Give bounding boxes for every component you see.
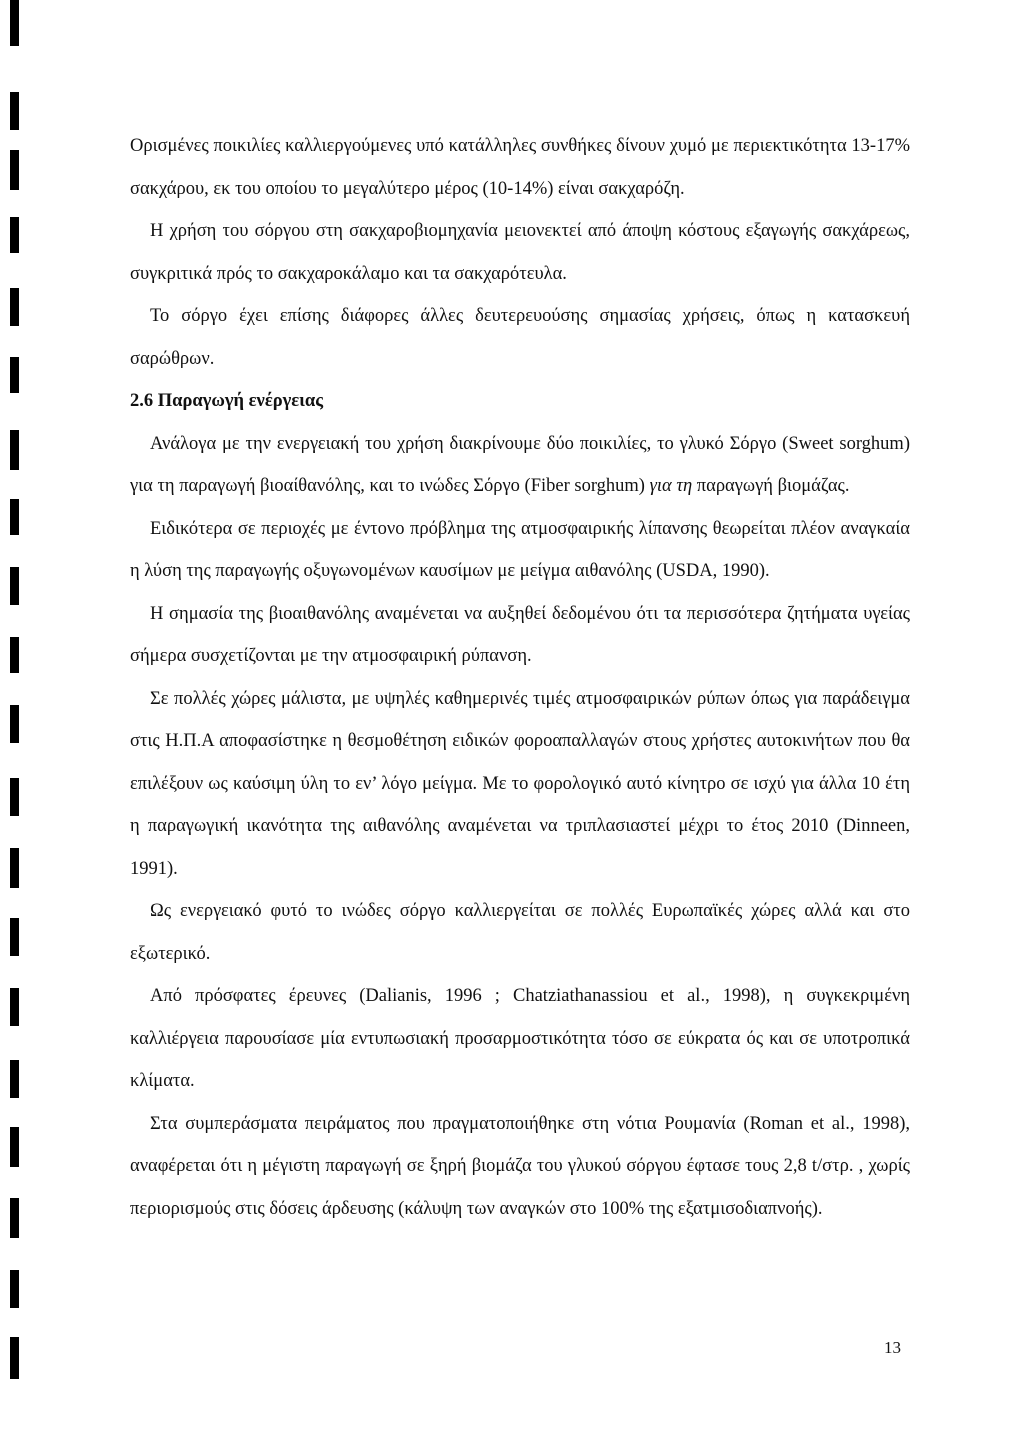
page-body [130,125,910,1230]
binding-mark [10,217,19,253]
binding-mark [10,357,19,393]
energy-text-emphasis: για τη [649,476,693,496]
binding-mark [10,288,19,326]
binding-mark [10,705,19,743]
paragraph-juice-sugar: Ορισμένες ποικιλίες καλλιεργούμενες υπό κατάλληλες συνθήκες δίνουν χυμό με περιεκτικότητα 13-17% σακχάρου, εκ του οποίου το μεγαλύτερο μέρος (10-14%) είναι σακχαρόζη. [130,136,910,199]
paragraph-recent-research: Από πρόσφατες έρευνες (Dalianis, 1996 ; Chatziathanassiou et al., 1998), η συγκεκριμένη καλλιέργεια παρουσίασε μία εντυπωσιακή προσαρμοστικότητα τόσο σε εύκρατα ός και σε υποτροπικά κλίματα. [130,986,910,1091]
binding-mark [10,848,19,888]
binding-mark [10,1337,19,1379]
energy-text-part1: Ανάλογα με την ενεργειακή του χρήση διακρίνουμε δύο ποικιλίες, το γλυκό Σόργο (Sweet sorghum) για τη παραγωγή βιοαίθανόλης, και το ινώδες Σόργο (Fiber sorghum) [130,433,910,496]
paragraph-other-uses: Το σόργο έχει επίσης διάφορες άλλες δευτερευούσης σημασίας χρήσεις, όπως η κατασκευή σαρώθρων. [130,306,910,369]
binding-mark [10,1198,19,1238]
binding-mark [10,430,19,470]
binding-mark [10,637,19,673]
binding-mark [10,499,19,535]
binding-mark [10,567,19,605]
binding-mark [10,778,19,816]
paragraph-sugar-industry: Η χρήση του σόργου στη σακχαροβιομηχανία μειονεκτεί από άποψη κόστους εξαγωγής σακχάρεως, συγκριτικά πρός το σακχαροκάλαμο και τα σακχαρότευλα. [130,221,910,284]
binding-mark [10,1127,19,1167]
binding-margin-marks [0,0,30,1447]
binding-mark [10,1060,19,1098]
binding-mark [10,0,19,46]
paragraph-energy-varieties [130,423,910,508]
section-heading: 2.6 Παραγωγή ενέργειας [130,391,324,411]
binding-mark [10,988,19,1026]
paragraph-fiber-sorghum: Ως ενεργειακό φυτό το ινώδες σόργο καλλιεργείται σε πολλές Ευρωπαϊκές χώρες αλλά και στο εξωτερικό. [130,901,910,964]
paragraph-air-pollution: Ειδικότερα σε περιοχές με έντονο πρόβλημα της ατμοσφαιρικής λίπανσης θεωρείται πλέον αναγκαία η λύση της παραγωγής οξυγωνομένων καυσίμων με μείγμα αιθανόλης (USDA, 1990). [130,518,910,581]
energy-text-part2: παραγωγή βιομάζας. [692,476,850,496]
binding-mark [10,1270,19,1308]
paragraph-bioethanol-importance: Η σημασία της βιοαιθανόλης αναμένεται να αυξηθεί δεδομένου ότι τα περισσότερα ζητήματα υγείας σήμερα συσχετίζονται με την ατμοσφαιρική ρύπανση. [130,603,910,666]
binding-mark [10,918,19,956]
binding-mark [10,150,19,190]
binding-mark [10,92,19,130]
paragraph-tax-incentives: Σε πολλές χώρες μάλιστα, με υψηλές καθημερινές τιμές ατμοσφαιρικών ρύπων όπως για παράδειγμα στις Η.Π.Α αποφασίστηκε η θεσμοθέτηση ειδικών φοροαπαλλαγών στους χρήστες αυτοκινήτων που θα επιλέξουν ως καύσιμη ύλη το εν’ λόγο μείγμα. Με το φορολογικό αυτό κίνητρο σε ισχύ για άλλα 10 έτη η παραγωγική ικανότητα της αιθανόλης αναμένεται να τριπλασιαστεί μέχρι το έτος 2010 (Dinneen, 1991). [130,688,910,879]
paragraph-romania-experiment: Στα συμπεράσματα πειράματος που πραγματοποιήθηκε στη νότια Ρουμανία (Roman et al., 1998), αναφέρεται ότι η μέγιστη παραγωγή σε ξηρή βιομάζα του γλυκού σόργου έφτασε τους 2,8 t/στρ. , χωρίς περιορισμούς στις δόσεις άρδευσης (κάλυψη των αναγκών στο 100% της εξατμισοδιαπνοής). [130,1113,910,1219]
page-number: 13 [884,1338,901,1357]
